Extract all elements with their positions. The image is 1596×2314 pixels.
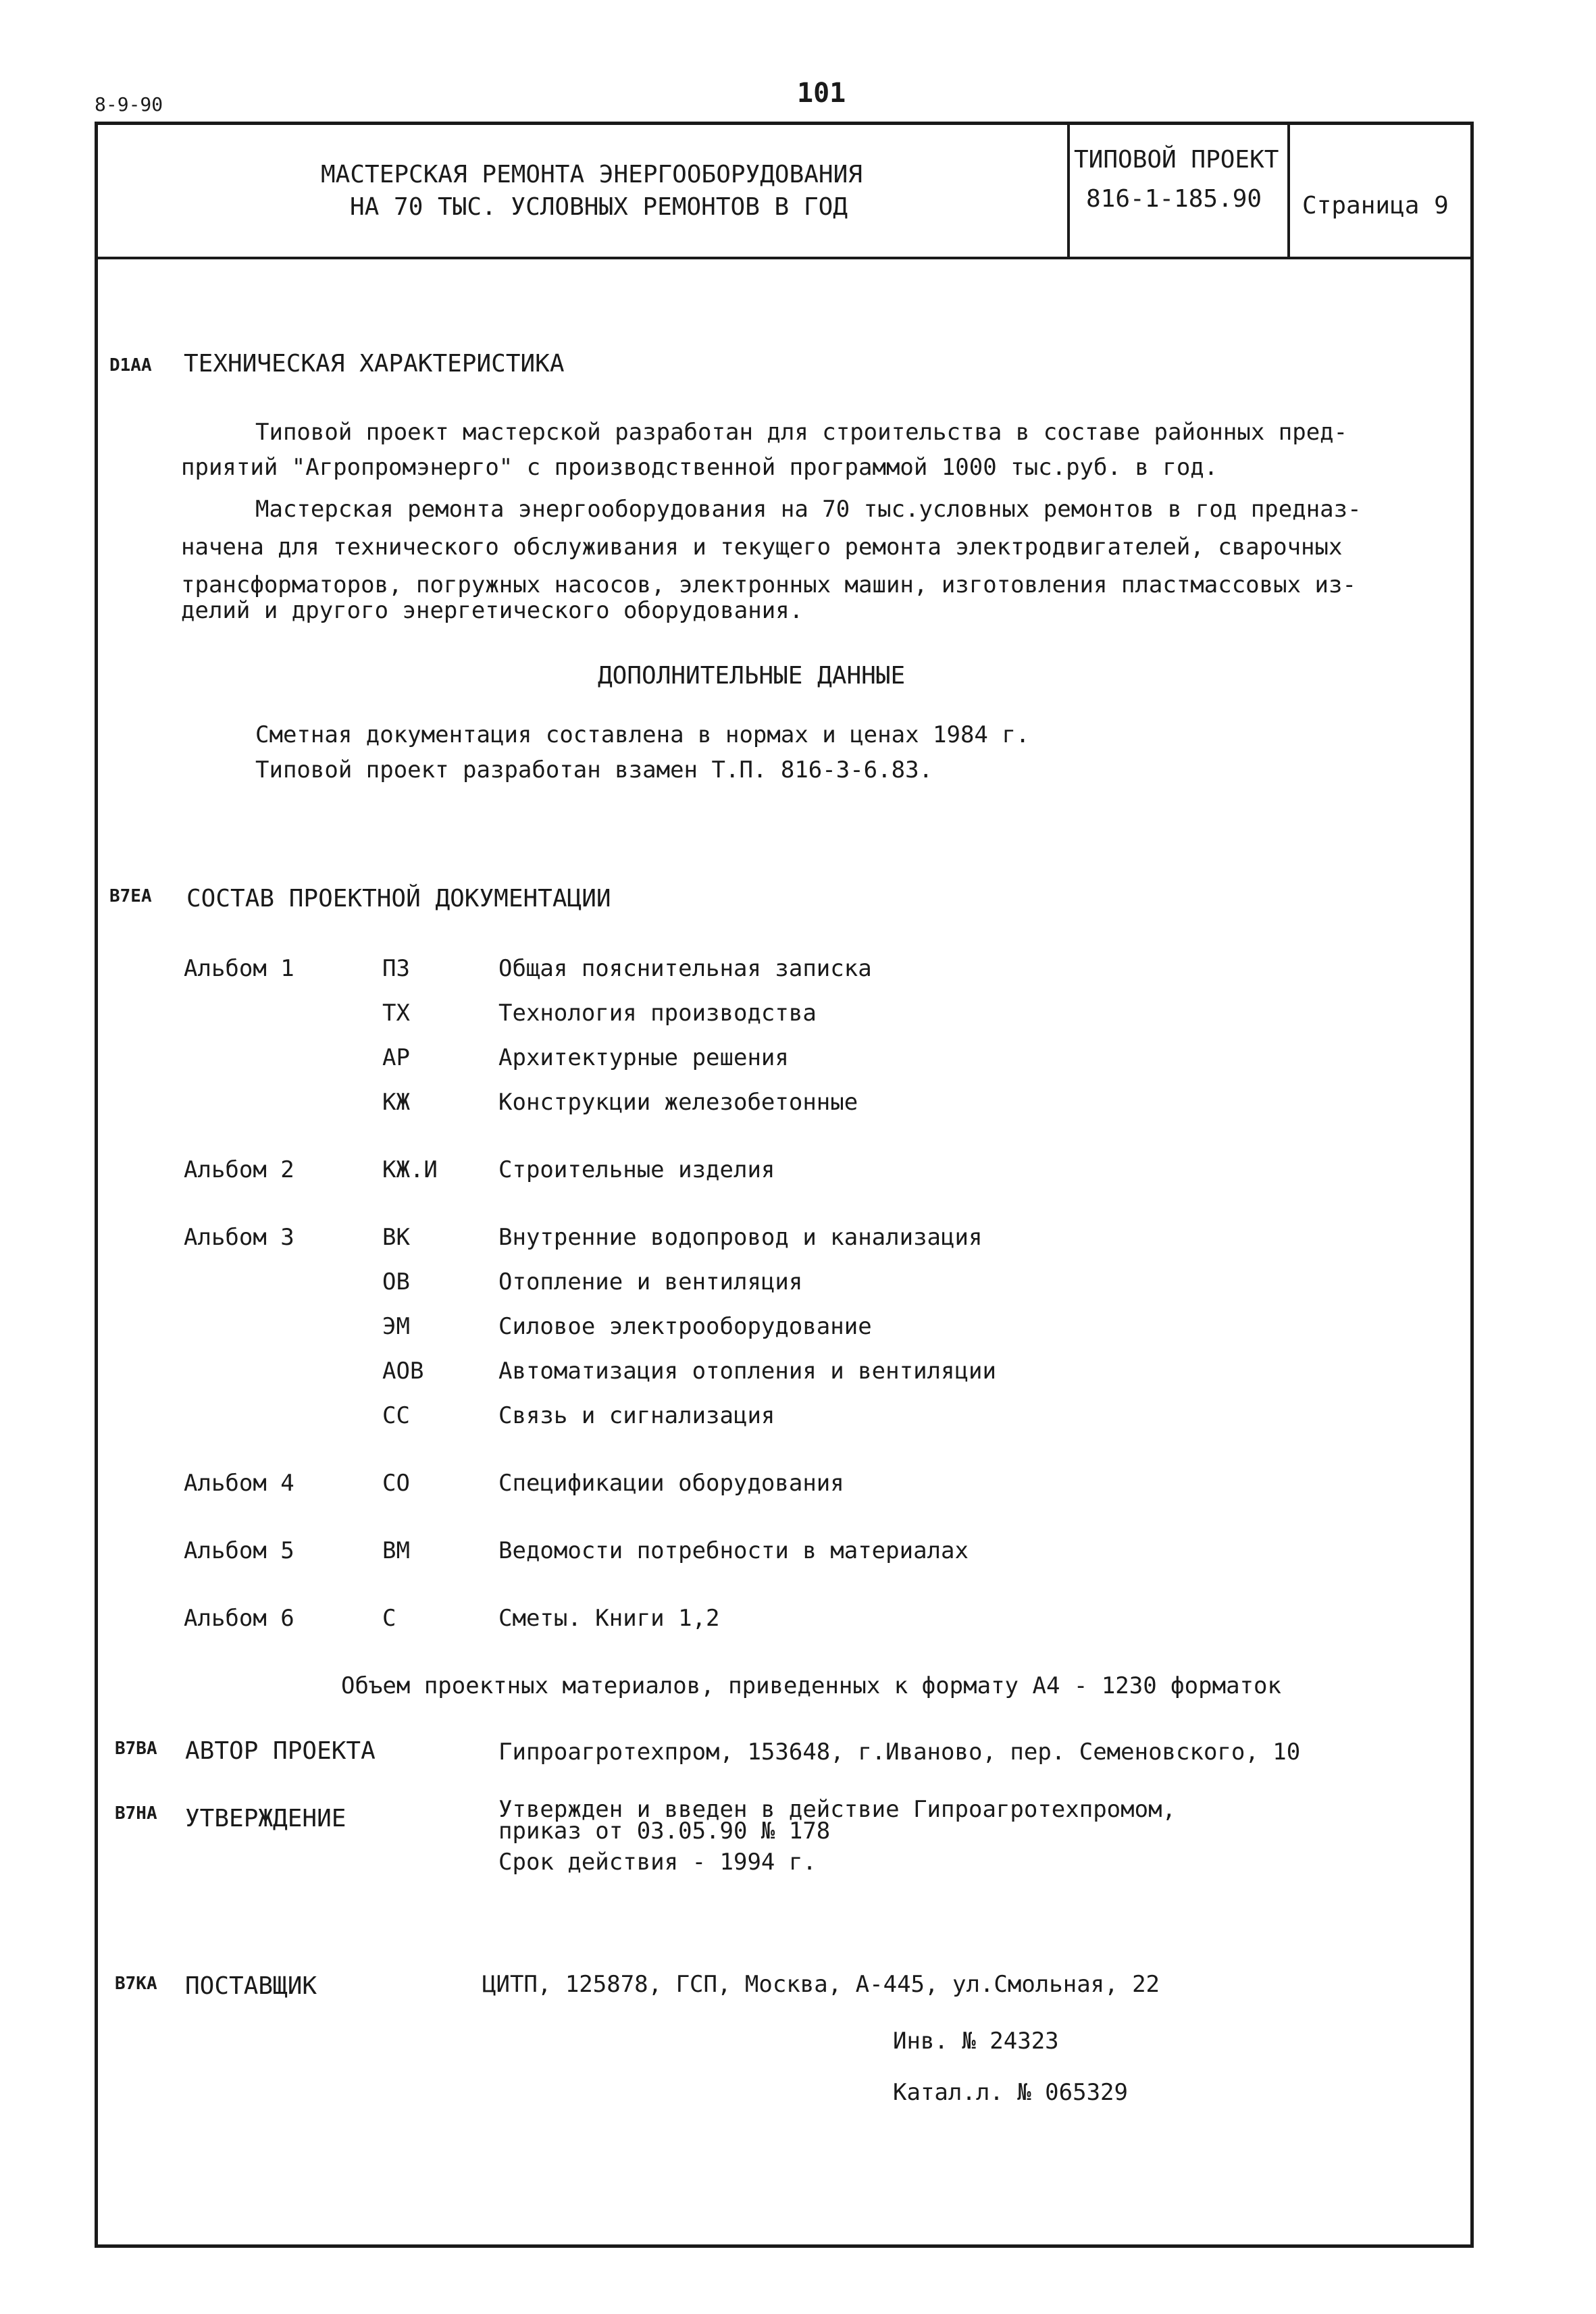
docs-row-code: ПЗ xyxy=(382,955,410,982)
page-number: 101 xyxy=(797,78,846,109)
docs-row-code: СО xyxy=(382,1470,410,1497)
header-title-line2: НА 70 ТЫС. УСЛОВНЫХ РЕМОНТОВ В ГОД xyxy=(350,193,848,221)
top-left-code: 8-9-90 xyxy=(95,93,163,115)
approval-line3: Срок действия - 1994 г. xyxy=(498,1849,817,1876)
docs-row-code: ТХ xyxy=(382,1000,410,1027)
footer-catalog: Катал.л. № 065329 xyxy=(893,2079,1128,2106)
supplier-code: B7KA xyxy=(115,1974,157,1994)
extra-line2: Типовой проект разработан взамен Т.П. 816-3-6.83. xyxy=(255,756,933,783)
docs-row-code: ВМ xyxy=(382,1537,410,1564)
extra-line1: Сметная документация составлена в нормах и ценах 1984 г. xyxy=(255,721,1030,748)
tech-para2-line1: Мастерская ремонта энергооборудования на 70 тыс.условных ремонтов в год предназ- xyxy=(255,496,1362,523)
margin-bracket xyxy=(95,892,97,1486)
tech-code: D1AA xyxy=(109,355,152,376)
docs-row-title: Сметы. Книги 1,2 xyxy=(498,1605,720,1632)
header-project-label: ТИПОВОЙ ПРОЕКТ xyxy=(1074,146,1279,174)
docs-album: Альбом 6 xyxy=(184,1605,294,1632)
docs-album: Альбом 3 xyxy=(184,1224,294,1251)
supplier-label: ПОСТАВЩИК xyxy=(185,1972,317,2000)
docs-row-title: Спецификации оборудования xyxy=(498,1470,844,1497)
header-project-number: 816-1-185.90 xyxy=(1086,185,1262,213)
header-divider xyxy=(95,257,1473,259)
docs-row-code: С xyxy=(382,1605,396,1632)
docs-row-code: АОВ xyxy=(382,1358,424,1385)
docs-row-title: Автоматизация отопления и вентиляции xyxy=(498,1358,996,1385)
supplier-value: ЦИТП, 125878, ГСП, Москва, А-445, ул.Смольная, 22 xyxy=(482,1971,1160,1998)
docs-row-title: Внутренние водопровод и канализация xyxy=(498,1224,983,1251)
tech-para2-line2: начена для технического обслуживания и текущего ремонта электродвигателей, сварочных xyxy=(181,534,1343,561)
header-col-divider-1 xyxy=(1067,122,1070,258)
header-col-divider-2 xyxy=(1287,122,1290,258)
author-value: Гипроагротехпром, 153648, г.Иваново, пер. Семеновского, 10 xyxy=(498,1739,1301,1766)
docs-row-title: Общая пояснительная записка xyxy=(498,955,872,982)
extra-heading: ДОПОЛНИТЕЛЬНЫЕ ДАННЫЕ xyxy=(598,662,906,690)
docs-row-code: ОВ xyxy=(382,1268,410,1295)
approval-code: B7HA xyxy=(115,1803,157,1824)
author-code: B7BA xyxy=(115,1739,157,1759)
tech-para2-line3: трансформаторов, погружных насосов, электронных машин, изготовления пластмассовых из- xyxy=(181,571,1356,598)
header-title-line1: МАСТЕРСКАЯ РЕМОНТА ЭНЕРГООБОРУДОВАНИЯ xyxy=(321,161,863,188)
docs-row-code: АР xyxy=(382,1044,410,1071)
docs-row-code: СС xyxy=(382,1402,410,1429)
docs-row-title: Строительные изделия xyxy=(498,1156,775,1183)
tech-para1-line2: приятий "Агропромэнерго" с производственной программой 1000 тыс.руб. в год. xyxy=(181,454,1218,481)
docs-row-code: ЭМ xyxy=(382,1313,410,1340)
docs-row-code: КЖ.И xyxy=(382,1156,438,1183)
docs-album: Альбом 4 xyxy=(184,1470,294,1497)
author-label: АВТОР ПРОЕКТА xyxy=(185,1737,376,1765)
docs-row-title: Архитектурные решения xyxy=(498,1044,789,1071)
docs-row-title: Связь и сигнализация xyxy=(498,1402,775,1429)
tech-para2-line4: делий и другого энергетического оборудования. xyxy=(181,597,804,624)
docs-row-title: Ведомости потребности в материалах xyxy=(498,1537,969,1564)
tech-para1-line1: Типовой проект мастерской разработан для строительства в составе районных пред- xyxy=(255,419,1348,446)
docs-album: Альбом 1 xyxy=(184,955,294,982)
docs-row-code: ВК xyxy=(382,1224,410,1251)
docs-row-title: Отопление и вентиляция xyxy=(498,1268,803,1295)
docs-row-title: Технология производства xyxy=(498,1000,817,1027)
docs-album: Альбом 2 xyxy=(184,1156,294,1183)
approval-label: УТВЕРЖДЕНИЕ xyxy=(185,1805,346,1832)
docs-row-title: Силовое электрооборудование xyxy=(498,1313,872,1340)
docs-code: B7EA xyxy=(109,886,152,906)
docs-album: Альбом 5 xyxy=(184,1537,294,1564)
approval-line1: Утвержден и введен в действие Гипроагротехпромом, xyxy=(498,1796,1177,1823)
header-page-label: Страница 9 xyxy=(1302,192,1449,220)
tech-heading: ТЕХНИЧЕСКАЯ ХАРАКТЕРИСТИКА xyxy=(184,350,565,378)
approval-line2: приказ от 03.05.90 № 178 xyxy=(498,1818,831,1845)
docs-volume: Объем проектных материалов, приведенных к формату А4 - 1230 форматок xyxy=(341,1672,1281,1699)
docs-heading: СОСТАВ ПРОЕКТНОЙ ДОКУМЕНТАЦИИ xyxy=(186,885,611,912)
footer-inv: Инв. № 24323 xyxy=(893,2028,1059,2055)
docs-row-code: КЖ xyxy=(382,1089,410,1116)
docs-row-title: Конструкции железобетонные xyxy=(498,1089,858,1116)
